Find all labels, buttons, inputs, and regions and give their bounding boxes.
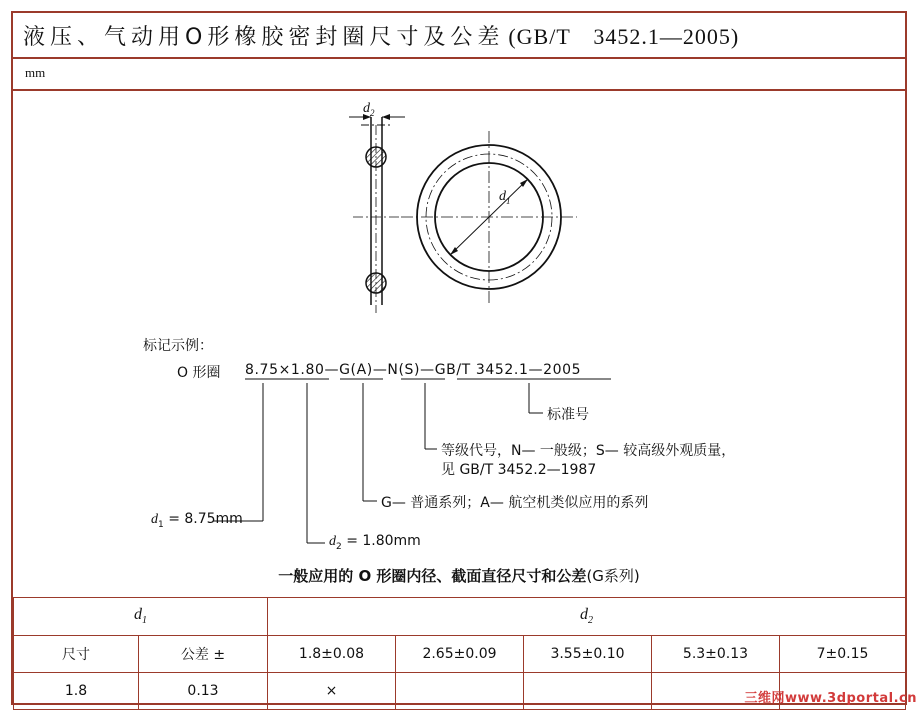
section-top	[366, 147, 386, 167]
header-d2: $d_2$	[268, 598, 906, 636]
d2-col-5: 7±0.15	[780, 636, 906, 673]
cell-mark-1: ×	[268, 673, 396, 710]
table-caption: 一般应用的 O 形圈内径、截面直径尺寸和公差(G系列)	[278, 567, 640, 585]
marking-heading: 标记示例：	[143, 338, 213, 354]
standard-sheet	[11, 11, 907, 705]
standard-code: (GB/T 3452.1—2005)	[508, 23, 740, 49]
front-view	[401, 131, 577, 303]
title-text: 液压、气动用O形橡胶密封圈尺寸及公差	[23, 24, 505, 50]
d2-col-4: 5.3±0.13	[652, 636, 780, 673]
cell-mark-3	[524, 673, 652, 710]
standard-number-note: 标准号	[547, 407, 589, 423]
d2-col-1: 1.8±0.08	[268, 636, 396, 673]
o-ring-drawing	[13, 13, 905, 573]
d2-dimension-label: $d_2$	[363, 101, 375, 118]
subheader-tolerance: 公差 ±	[139, 636, 268, 673]
watermark: 三维网www.3dportal.cn	[744, 691, 917, 706]
table-header-row	[14, 598, 906, 636]
d2-col-3: 3.55±0.10	[524, 636, 652, 673]
grade-note-line2: 见 GB/T 3452.2—1987	[441, 462, 597, 478]
series-note: G— 普通系列；A— 航空机类似应用的系列	[381, 495, 649, 511]
marking-code: 8.75×1.80—G(A)—N(S)—GB/T 3452.1—2005	[245, 362, 582, 378]
subheader-size: 尺寸	[14, 636, 139, 673]
grade-note-line1: 等级代号，N— 一般级；S— 较高级外观质量，	[441, 443, 736, 459]
header-d1: $d_1$	[14, 598, 268, 636]
marking-prefix: O 形圈	[177, 365, 221, 381]
side-view	[349, 114, 405, 313]
cell-tolerance: 0.13	[139, 673, 268, 710]
cell-size: 1.8	[14, 673, 139, 710]
d2-col-2: 2.65±0.09	[396, 636, 524, 673]
cell-mark-2	[396, 673, 524, 710]
d2-value-note: $d_2 = 1.80mm$	[329, 533, 421, 552]
table-subheader-row	[14, 636, 906, 673]
d1-dimension-label: $d_1$	[499, 189, 511, 206]
d1-value-note: $d_1 = 8.75mm$	[151, 511, 243, 530]
unit-label: mm	[25, 65, 46, 80]
section-bottom	[366, 273, 386, 293]
